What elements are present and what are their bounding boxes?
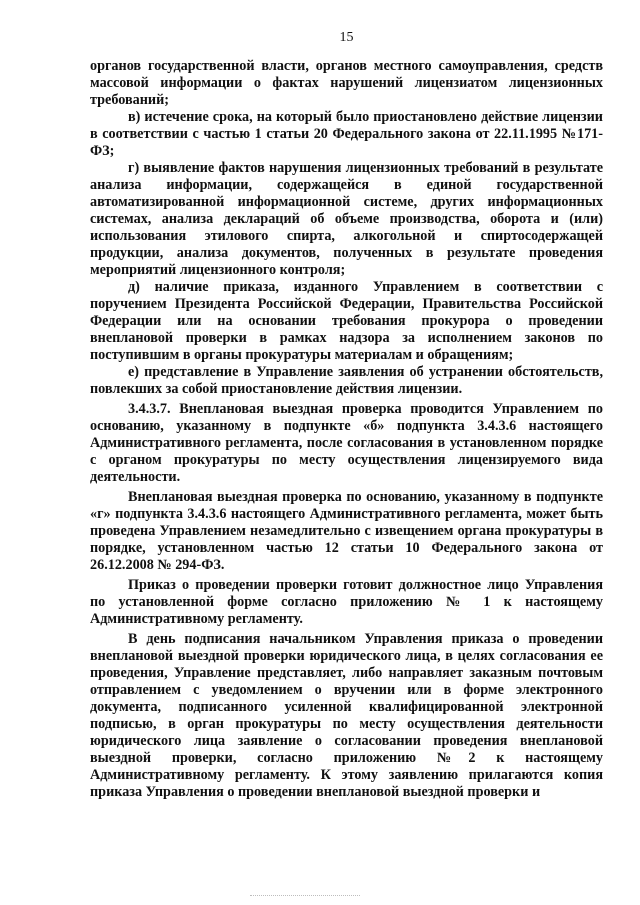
- scan-artifact: [250, 895, 360, 900]
- document-body: [90, 58, 603, 801]
- paragraph: В день подписания начальником Управления приказа о проведении внеплановой выездной проверки юридического лица, в целях согласования ее проведения, Управление представляет, либо направляет заказным почтовым отправлением с уведомлением о вручении или в форме электронного документа, подписанного усиленной квалифицированной электронной подписью, в орган прокуратуры по месту осуществления деятельности юридического лица заявление о согласовании проведения внеплановой выездной проверки, согласно приложению №2 к настоящему Административному регламенту. К этому заявлению прилагаются копия приказа Управления о проведении внеплановой выездной проверки и: [90, 631, 603, 800]
- paragraph: органов государственной власти, органов местного самоуправления, средств массовой информации о фактах нарушений лицензиатом лицензионных требований;: [90, 58, 603, 108]
- paragraph: Приказ о проведении проверки готовит должностное лицо Управления по установленной форме согласно приложению № 1 к настоящему Административному регламенту.: [90, 577, 603, 627]
- paragraph: е) представление в Управление заявления об устранении обстоятельств, повлекших за собой приостановление действия лицензии.: [90, 364, 603, 397]
- paragraph: 3.4.3.7. Внеплановая выездная проверка проводится Управлением по основанию, указанному в подпункте «б» подпункта 3.4.3.6 настоящего Административного регламента, после согласования в установленном порядке с органом прокуратуры по месту осуществления лицензируемого вида деятельности.: [90, 401, 603, 485]
- paragraph: д) наличие приказа, изданного Управлением в соответствии с поручением Президента Российской Федерации, Правительства Российской Федерации или на основании требования прокурора о проведении внеплановой проверки в рамках надзора за исполнением законов по поступившим в органы прокуратуры материалам и обращениям;: [90, 279, 603, 363]
- paragraph: г) выявление фактов нарушения лицензионных требований в результате анализа информации, содержащейся в единой государственной автоматизированной информационной системе, других информационных системах, анализа деклараций об объеме производства, оборота и (или) использования этилового спирта, алкогольной и спиртосодержащей продукции, анализа документов, полученных в результате проведения мероприятий лицензионного контроля;: [90, 160, 603, 278]
- paragraph: Внеплановая выездная проверка по основанию, указанному в подпункте «г» подпункта 3.4.3.6 настоящего Административного регламента, может быть проведена Управлением незамедлительно с извещением органа прокуратуры в порядке, установленном частью 12 статьи 10 Федерального закона от 26.12.2008 № 294-ФЗ.: [90, 489, 603, 573]
- page-number: 15: [339, 30, 354, 45]
- paragraph: в) истечение срока, на который было приостановлено действие лицензии в соответствии с частью 1 статьи 20 Федерального закона от 22.11.1995 №171-ФЗ;: [90, 109, 603, 159]
